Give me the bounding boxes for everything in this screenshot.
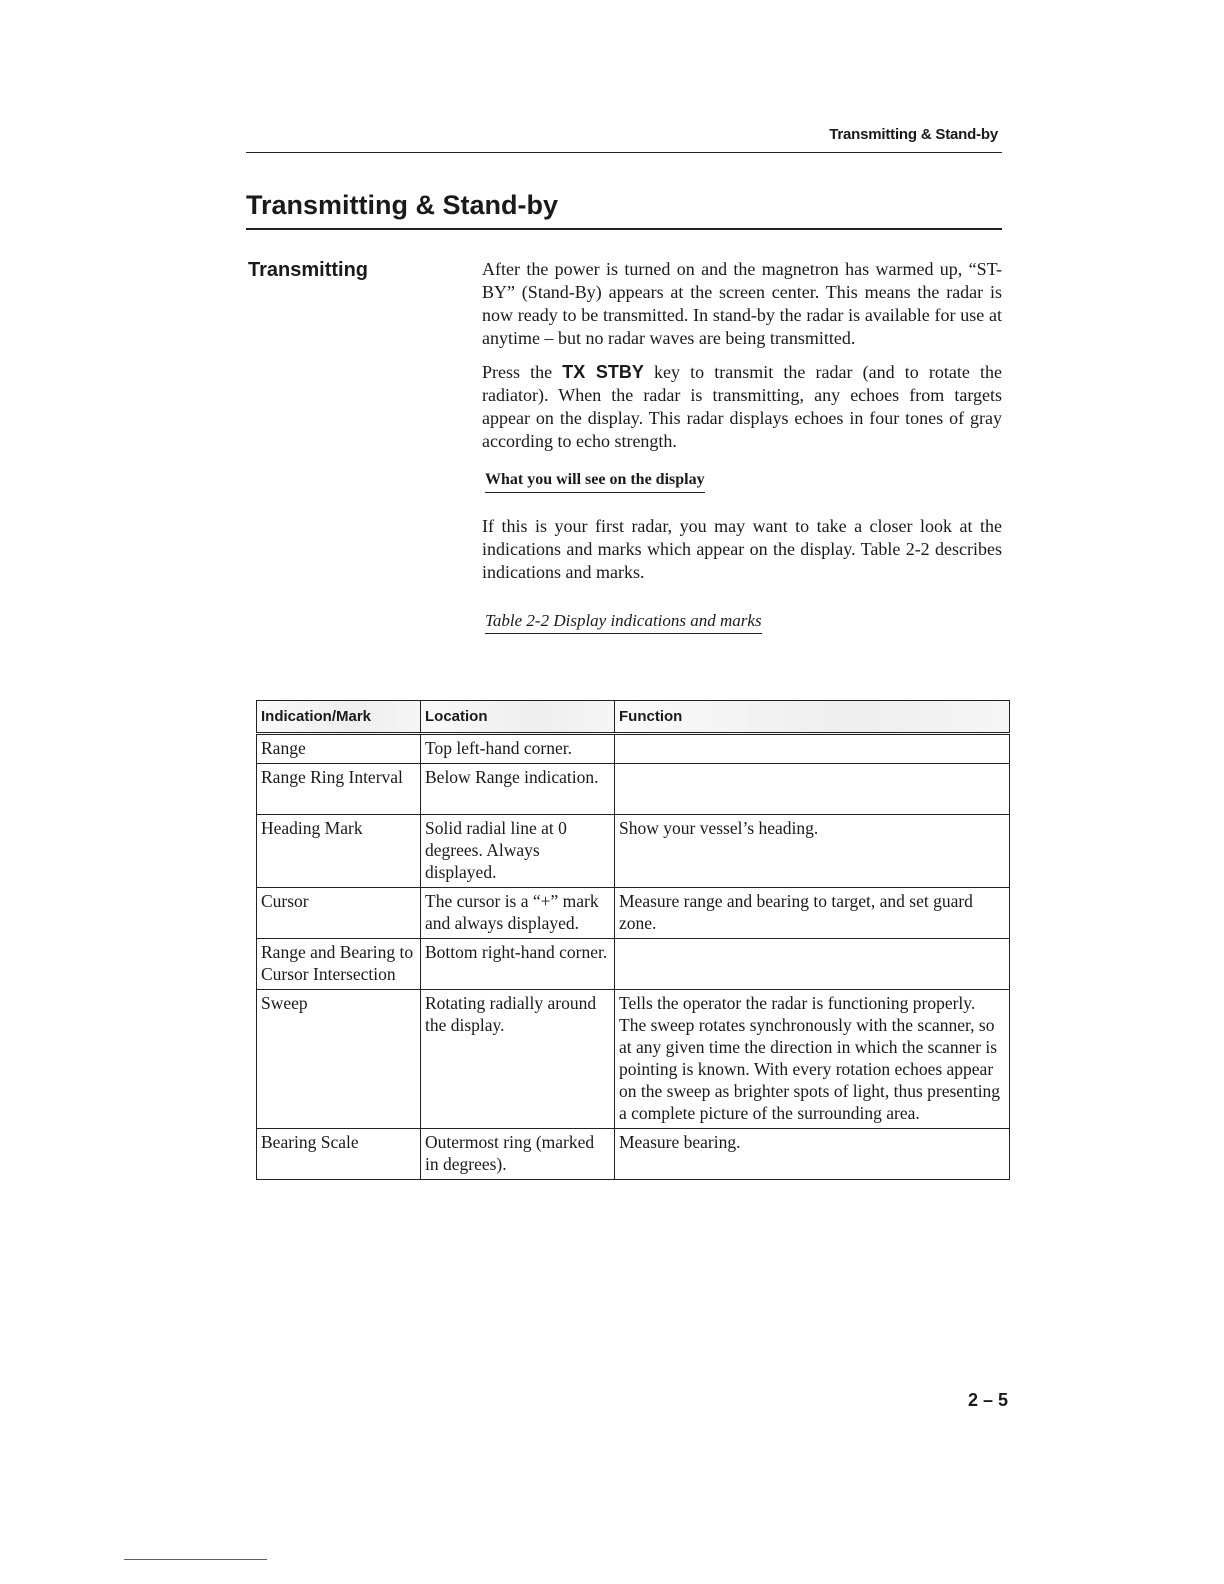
table-row [257,990,1010,1129]
paragraph-first-radar: If this is your first radar, you may want to take a closer look at the indications and marks which appear on the display. Table 2-2 describes indications and marks. [482,516,1002,582]
paragraph-standby: After the power is turned on and the magnetron has warmed up, “ST-BY” (Stand-By) appears at the screen center. This means the radar is now ready to be transmitted. In stand-by the radar is available for use at anytime – but no radar waves are being transmitted. [482,259,1002,348]
function-cell [615,734,1010,764]
function-cell: Measure range and bearing to target, and set guard zone. [615,888,1010,939]
running-header: Transmitting & Stand-by [829,126,998,143]
indication-cell: Range [257,734,421,764]
paragraph-transmit-lead: Press the [482,362,563,382]
location-cell: Bottom right-hand corner. [421,939,615,990]
location-cell: Solid radial line at 0 degrees. Always displayed. [421,815,615,888]
header-rule [246,152,1002,153]
indication-cell: Range and Bearing to Cursor Intersection [257,939,421,990]
table-header-row [257,701,1010,734]
indication-cell: Range Ring Interval [257,764,421,815]
location-cell: Outermost ring (marked in degrees). [421,1129,615,1180]
table-row [257,939,1010,990]
indication-cell: Heading Mark [257,815,421,888]
location-cell: Top left-hand corner. [421,734,615,764]
table-row [257,888,1010,939]
table-row [257,1129,1010,1180]
section-body [482,258,1002,634]
paragraph-transmit [482,361,1002,453]
header-location: Location [421,701,615,734]
paragraph-transmit-rest: key to transmit the radar (and to rotate the radiator). When the radar is transmitting, any echoes from targets appear on the display. This radar displays echoes in four tones of gray according to echo strength. [482,362,1002,451]
section-heading: Transmitting [248,259,369,281]
indication-cell: Cursor [257,888,421,939]
function-cell [615,764,1010,815]
function-cell: Show your vessel’s heading. [615,815,1010,888]
table-row [257,815,1010,888]
footer-rule [124,1559,267,1560]
table-caption: Table 2-2 Display indications and marks [485,609,762,634]
indication-cell: Bearing Scale [257,1129,421,1180]
header-function: Function [615,701,1010,734]
function-cell: Measure bearing. [615,1129,1010,1180]
location-cell: The cursor is a “+” mark and always displayed. [421,888,615,939]
function-cell [615,939,1010,990]
table-row [257,734,1010,764]
page-number: 2 – 5 [968,1390,1009,1410]
display-subheading: What you will see on the display [485,468,705,493]
page-title: Transmitting & Stand-by [246,190,559,220]
location-cell: Below Range indication. [421,764,615,815]
header-indication: Indication/Mark [257,701,421,734]
table-row [257,764,1010,815]
title-rule [246,228,1002,230]
tx-stby-key-name: TX STBY [562,362,644,382]
function-cell: Tells the operator the radar is functioning properly. The sweep rotates synchronously with the scanner, so at any given time the direction in which the scanner is pointing is known. With every rotation echoes appear on the sweep as brighter spots of light, thus presenting a complete picture of the surrounding area. [615,990,1010,1129]
indication-cell: Sweep [257,990,421,1129]
indications-table [256,700,1010,1180]
location-cell: Rotating radially around the display. [421,990,615,1129]
